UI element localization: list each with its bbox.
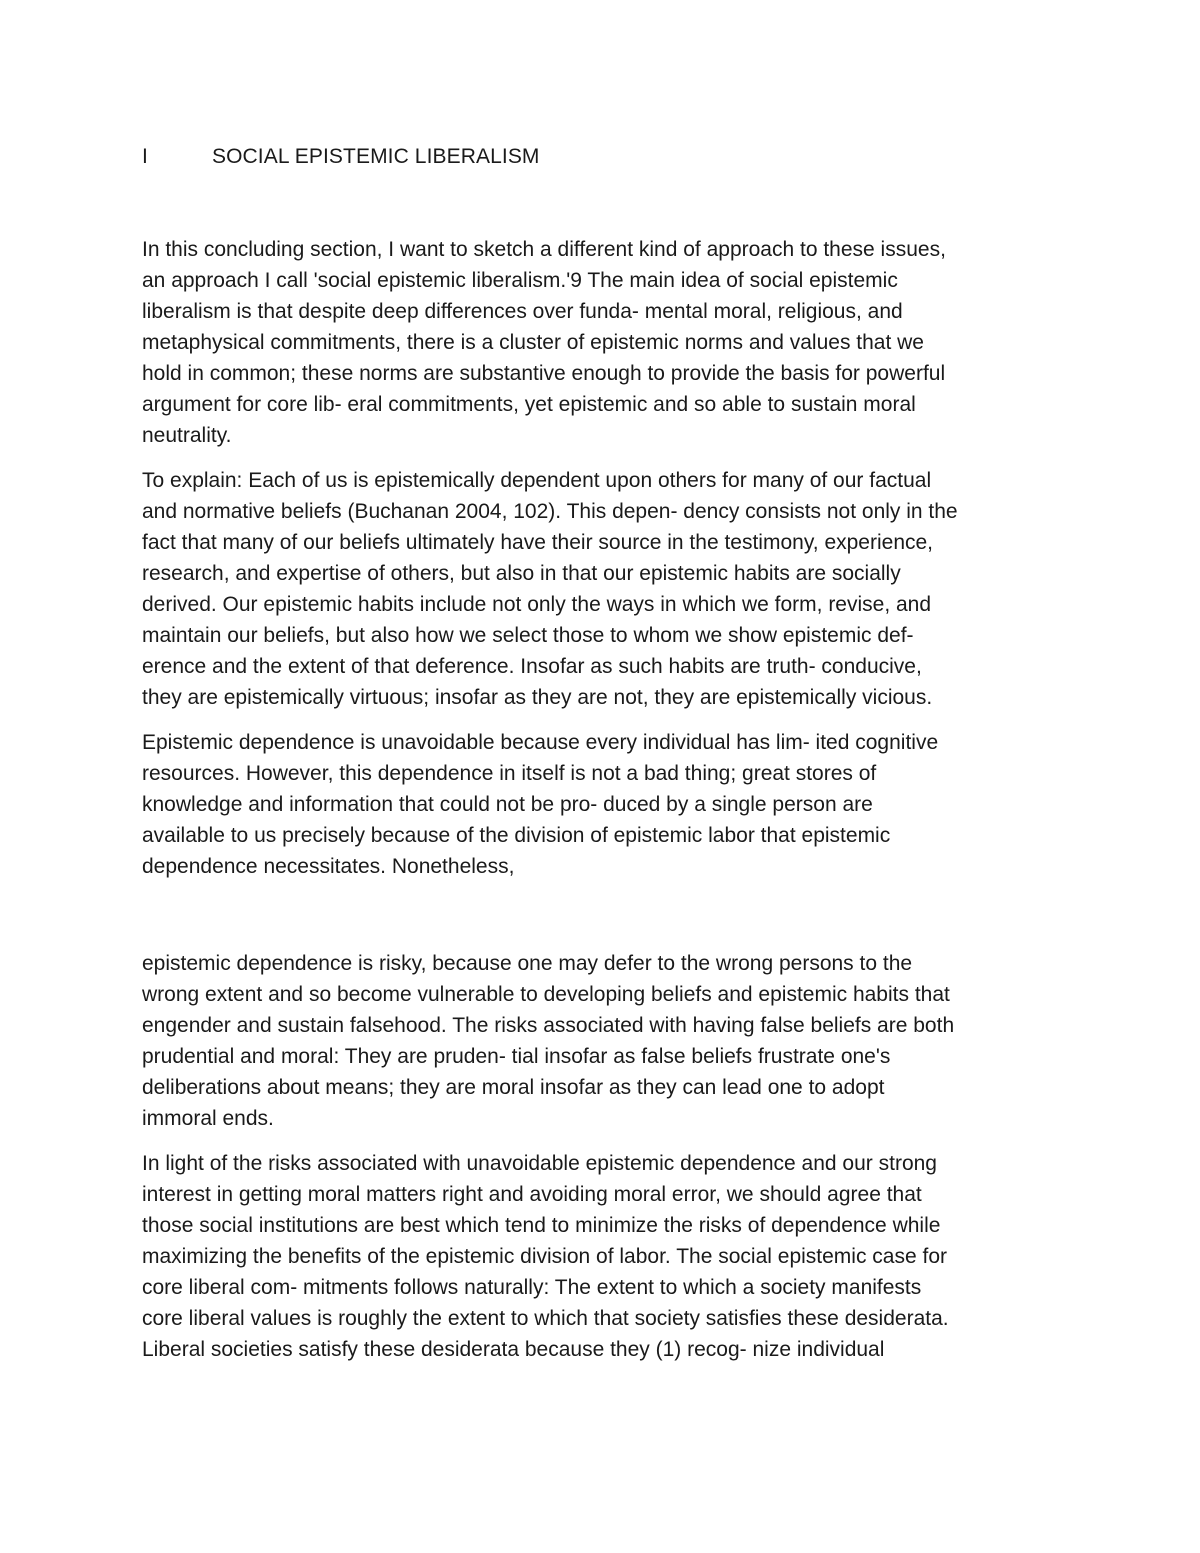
text-line: In light of the risks associated with unavoidable epistemic dependence and our strong — [142, 1152, 937, 1175]
text-line: To explain: Each of us is epistemically dependent upon others for many of our factual — [142, 469, 932, 492]
text-line: neutrality. — [142, 424, 232, 447]
text-line: fact that many of our beliefs ultimately have their source in the testimony, experience, — [142, 531, 934, 554]
text-line: an approach I call 'social epistemic liberalism.'9 The main idea of social epistemic — [142, 269, 898, 292]
text-line: argument for core lib- eral commitments, yet epistemic and so able to sustain moral — [142, 393, 916, 416]
text-line: maintain our beliefs, but also how we select those to whom we show epistemic def- — [142, 624, 914, 647]
text-line: Epistemic dependence is unavoidable because every individual has lim- ited cognitive — [142, 731, 939, 754]
text-line: epistemic dependence is risky, because one may defer to the wrong persons to the — [142, 952, 913, 975]
text-line: those social institutions are best which tend to minimize the risks of dependence while — [142, 1214, 941, 1237]
paragraph-risk — [142, 948, 1072, 1134]
section-number: I — [142, 145, 148, 168]
text-line: deliberations about means; they are moral insofar as they can lead one to adopt — [142, 1076, 885, 1099]
text-line: knowledge and information that could not be pro- duced by a single person are — [142, 793, 873, 816]
text-line: and normative beliefs (Buchanan 2004, 102). This depen- dency consists not only in the — [142, 500, 958, 523]
paragraph-intro — [142, 234, 1072, 451]
text-block-1 — [142, 234, 1072, 896]
text-line: core liberal com- mitments follows naturally: The extent to which a society manifests — [142, 1276, 922, 1299]
text-line: prudential and moral: They are pruden- tial insofar as false beliefs frustrate one's — [142, 1045, 891, 1068]
text-line: Liberal societies satisfy these desiderata because they (1) recog- nize individual — [142, 1338, 885, 1361]
text-line: resources. However, this dependence in itself is not a bad thing; great stores of — [142, 762, 877, 785]
text-line: research, and expertise of others, but also in that our epistemic habits are socially — [142, 562, 901, 585]
text-line: liberalism is that despite deep differences over funda- mental moral, religious, and — [142, 300, 903, 323]
text-line: wrong extent and so become vulnerable to developing beliefs and epistemic habits that — [142, 983, 950, 1006]
text-line: maximizing the benefits of the epistemic division of labor. The social epistemic case for — [142, 1245, 947, 1268]
section-title: SOCIAL EPISTEMIC LIBERALISM — [212, 145, 540, 168]
text-line: interest in getting moral matters right and avoiding moral error, we should agree that — [142, 1183, 922, 1206]
text-line: available to us precisely because of the division of epistemic labor that epistemic — [142, 824, 891, 847]
text-line: immoral ends. — [142, 1107, 274, 1130]
text-line: core liberal values is roughly the extent to which that society satisfies these desiderata. — [142, 1307, 949, 1330]
text-line: dependence necessitates. Nonetheless, — [142, 855, 515, 878]
paragraph-dependence — [142, 727, 1072, 882]
text-line: they are epistemically virtuous; insofar as they are not, they are epistemically vicious. — [142, 686, 933, 709]
paragraph-institutions — [142, 1148, 1072, 1365]
paragraph-explain — [142, 465, 1072, 713]
text-line: hold in common; these norms are substantive enough to provide the basis for powerful — [142, 362, 946, 385]
text-line: erence and the extent of that deference. Insofar as such habits are truth- conducive, — [142, 655, 922, 678]
section-heading — [142, 143, 540, 171]
text-line: engender and sustain falsehood. The risks associated with having false beliefs are both — [142, 1014, 955, 1037]
text-line: derived. Our epistemic habits include not only the ways in which we form, revise, and — [142, 593, 932, 616]
text-block-2 — [142, 948, 1072, 1379]
text-line: metaphysical commitments, there is a cluster of epistemic norms and values that we — [142, 331, 924, 354]
text-line: In this concluding section, I want to sketch a different kind of approach to these issues, — [142, 238, 946, 261]
